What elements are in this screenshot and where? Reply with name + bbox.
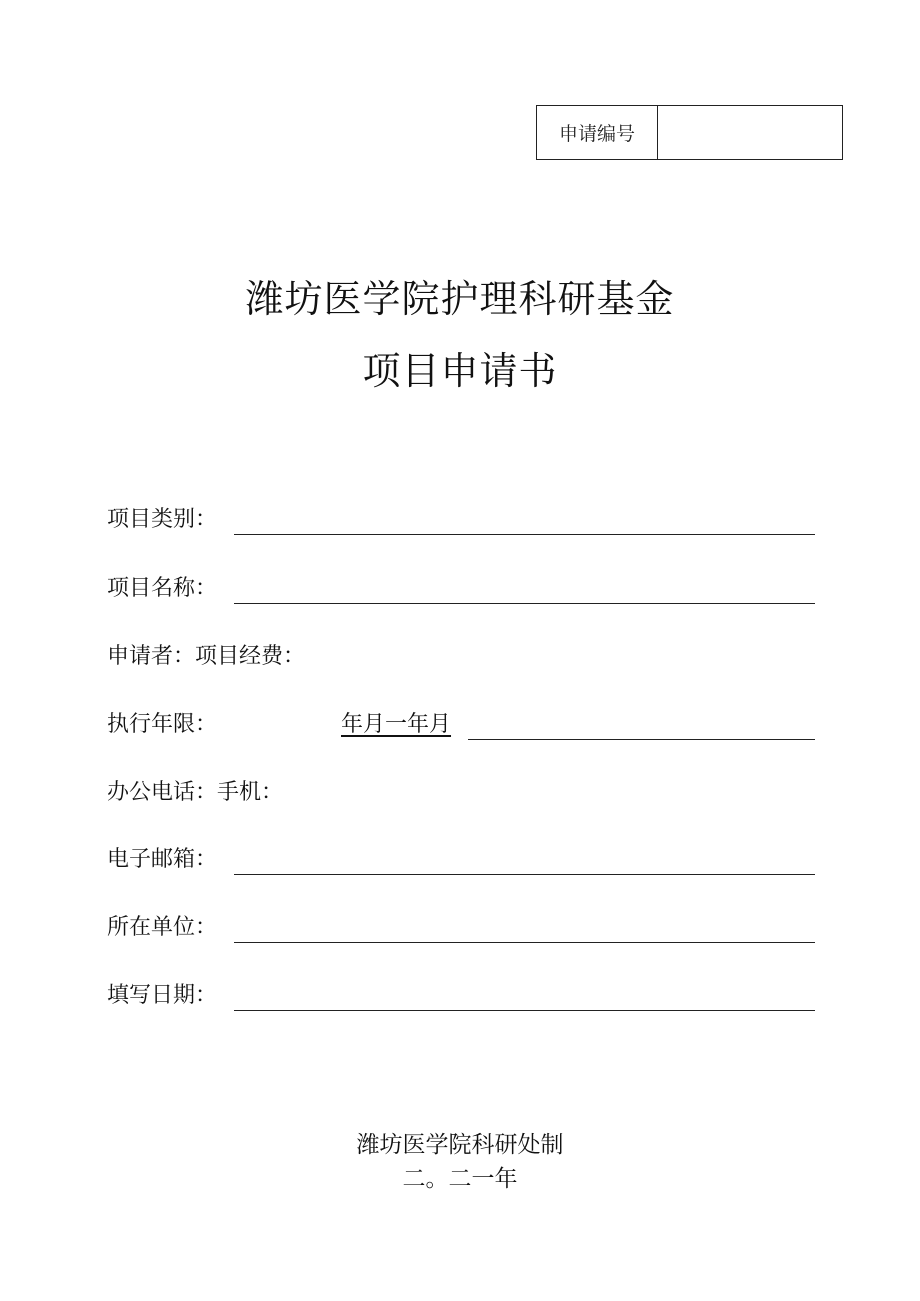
unit-row — [107, 905, 815, 945]
project-name-field[interactable] — [234, 603, 815, 604]
email-label: 电子邮箱： — [107, 847, 218, 872]
application-number-label: 申请编号 — [537, 106, 658, 159]
year-text: 二。二一年 — [402, 1166, 518, 1192]
application-number-box — [536, 105, 843, 160]
duration-field[interactable] — [468, 739, 815, 740]
email-row — [107, 837, 815, 877]
document-title: 潍坊医学院护理科研基金 — [245, 277, 675, 321]
unit-label: 所在单位： — [107, 915, 218, 940]
applicant-funding-row — [107, 634, 815, 674]
duration-label: 执行年限： — [107, 712, 218, 737]
fill-date-label: 填写日期： — [107, 983, 218, 1008]
document-subtitle: 项目申请书 — [362, 349, 558, 393]
application-number-field[interactable] — [658, 106, 842, 159]
project-category-field[interactable] — [234, 534, 815, 535]
project-category-row — [107, 497, 815, 537]
duration-value[interactable]: 年月一年月 — [341, 712, 452, 737]
fill-date-field[interactable] — [234, 1010, 815, 1011]
fill-date-row — [107, 973, 815, 1013]
issuer-text: 潍坊医学院科研处制 — [356, 1132, 564, 1158]
project-category-label: 项目类别： — [107, 507, 218, 532]
applicant-funding-label: 申请者：项目经费： — [107, 644, 306, 669]
project-name-row — [107, 566, 815, 606]
unit-field[interactable] — [234, 942, 815, 943]
office-phone-mobile-label: 办公电话：手机： — [107, 780, 284, 805]
duration-row — [107, 702, 815, 742]
project-name-label: 项目名称： — [107, 576, 218, 601]
phone-row — [107, 770, 815, 810]
email-field[interactable] — [234, 874, 815, 875]
